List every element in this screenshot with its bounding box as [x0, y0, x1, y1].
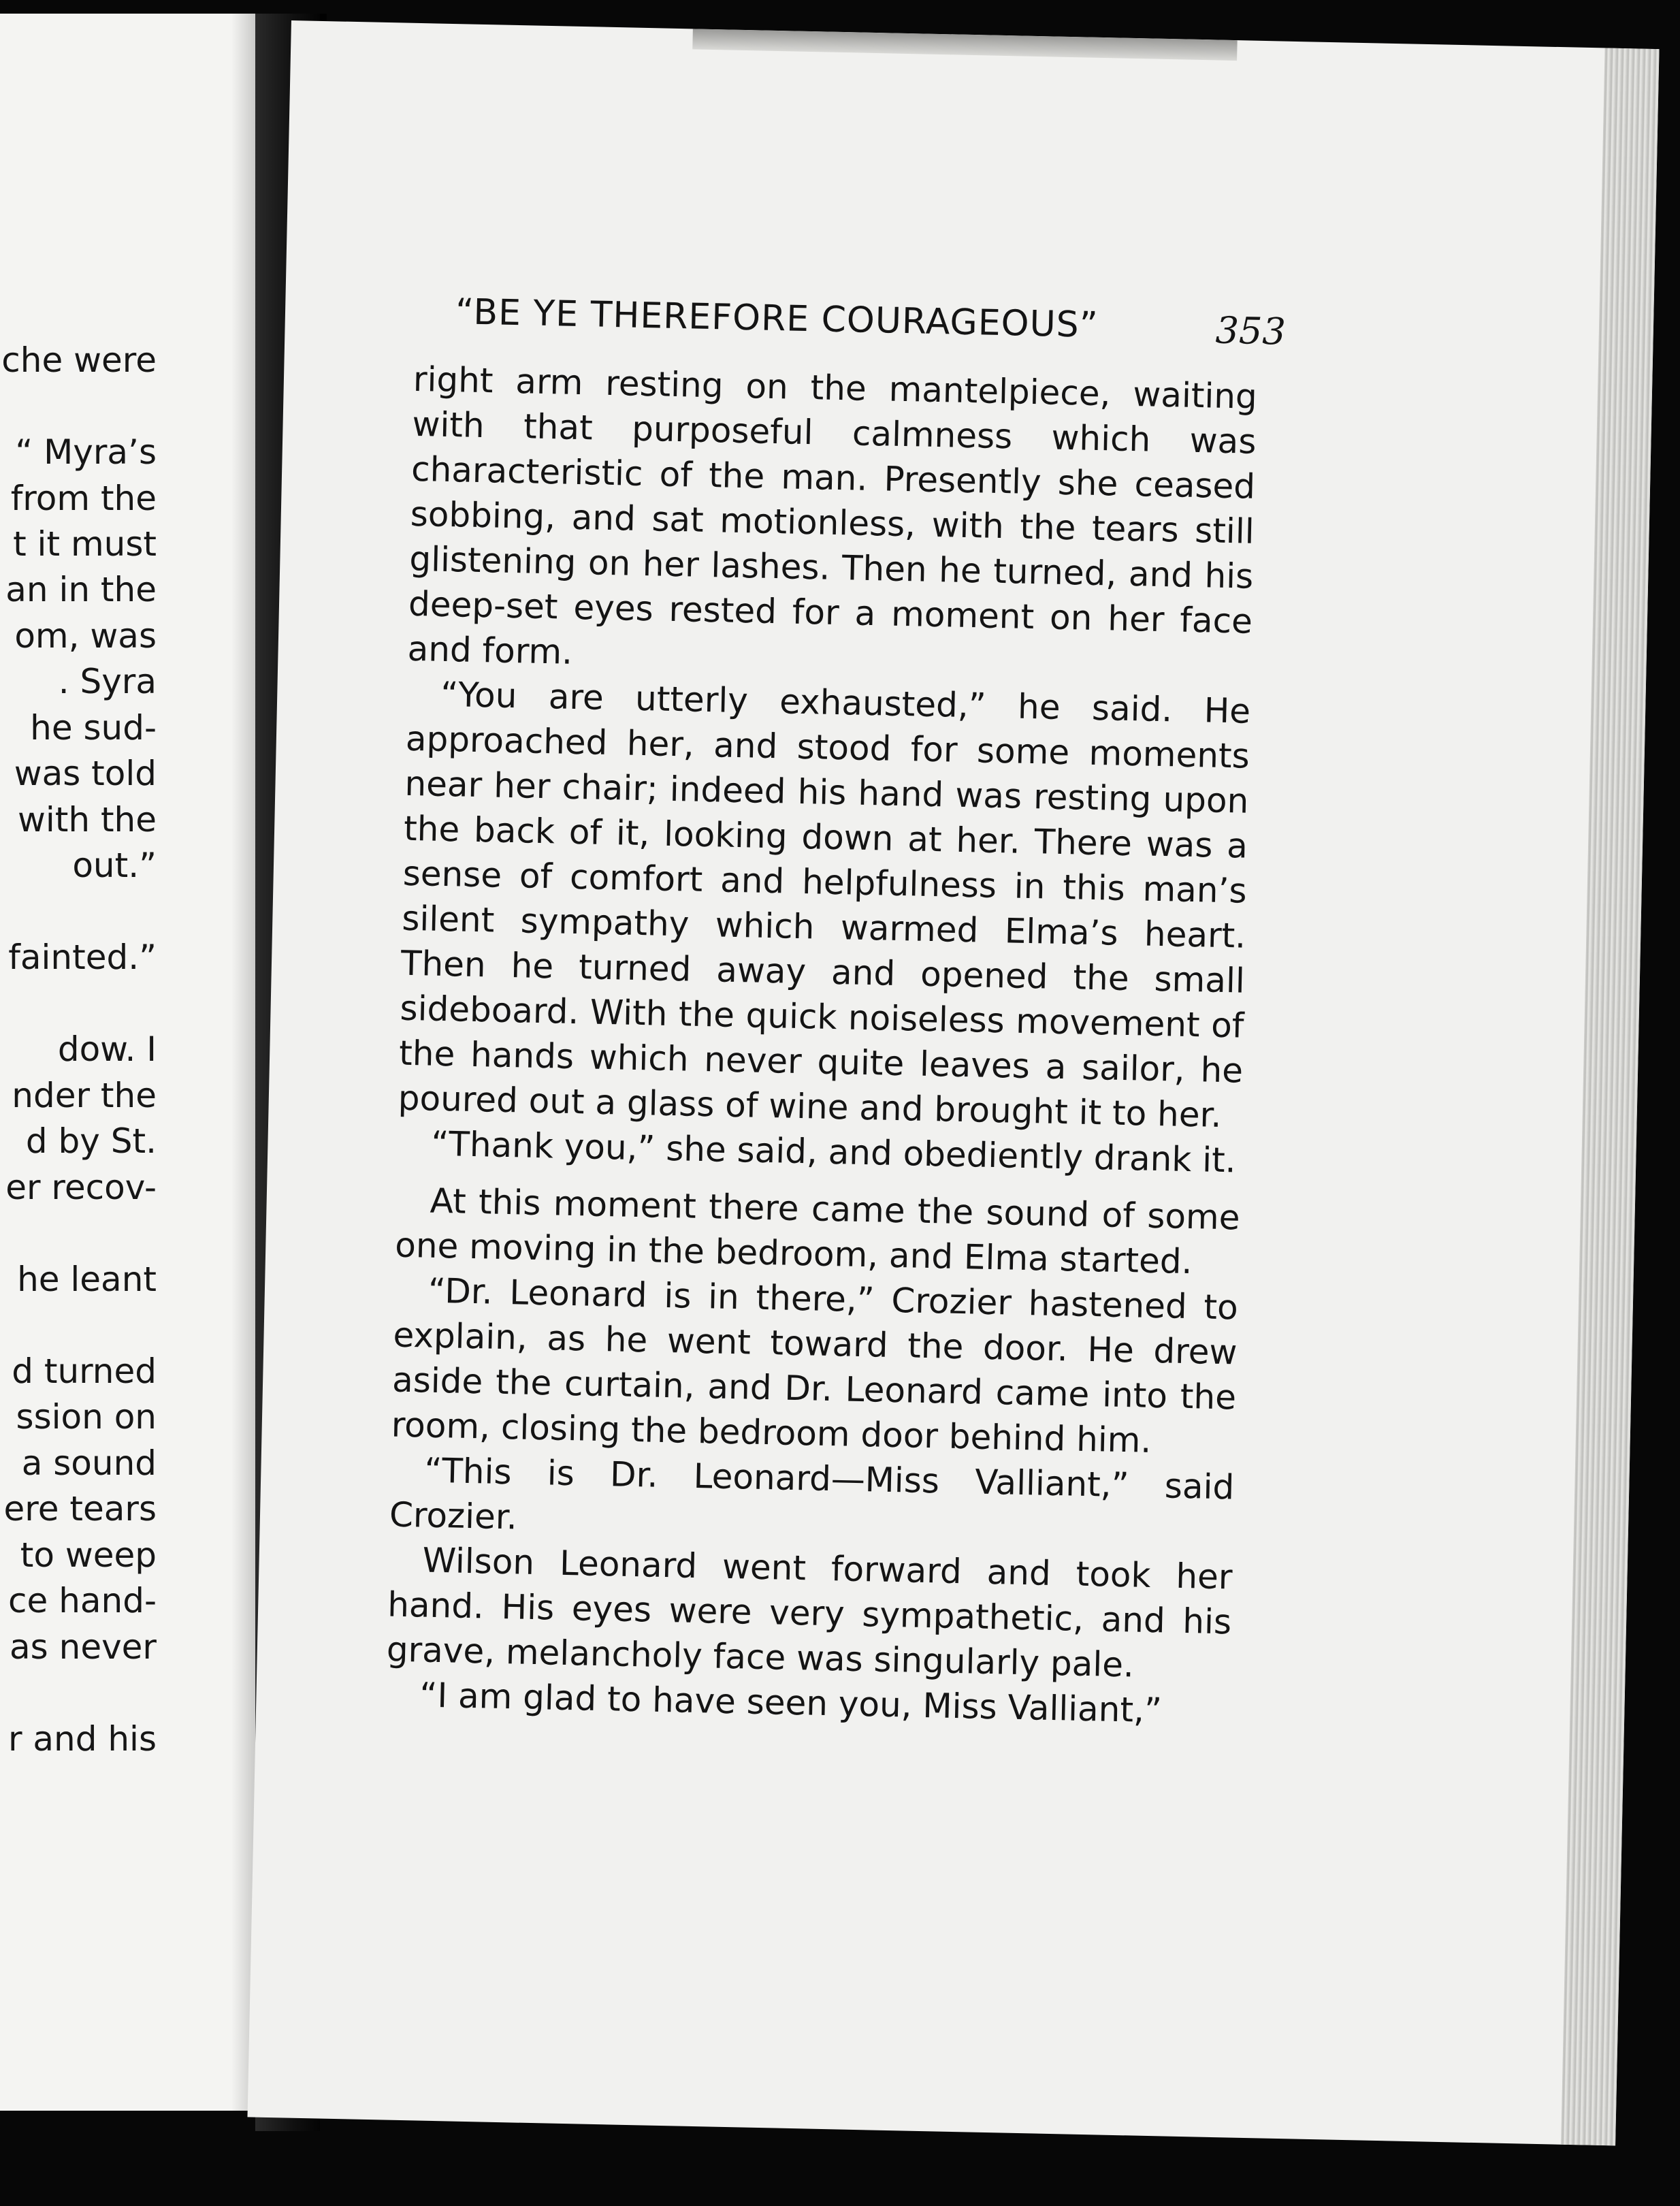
- left-line: er recov-: [5, 1168, 157, 1207]
- left-line: to weep: [20, 1535, 157, 1575]
- left-line: a sound: [21, 1443, 157, 1483]
- left-line: r and his: [7, 1719, 157, 1759]
- paragraph: At this moment there came the sound of some one moving in the bedroom, and Elma started.: [394, 1181, 1241, 1282]
- paragraph: Wilson Leonard went forward and took her hand. His eyes were very sympathetic, and his grave, melancholy face was singularly pale.: [386, 1540, 1233, 1685]
- left-line: ssion on: [16, 1397, 157, 1437]
- left-line: d turned: [12, 1352, 157, 1391]
- left-line: om, was: [14, 616, 157, 656]
- left-line: he sud-: [30, 708, 157, 748]
- right-page: [247, 20, 1659, 2145]
- paragraph: right arm resting on the mantelpiece, waiting with that purposeful calmness which was characteristic of the man. Presently she ceased sobbing, and sat motionless, with the tears still glistening on her lashes. Then he turned, and his deep-set eyes rested for a moment on her face and form.: [407, 359, 1258, 672]
- running-head: [414, 289, 1287, 361]
- paragraph: “This is Dr. Leonard—Miss Valliant,” said Crozier.: [389, 1450, 1235, 1537]
- left-line: out.”: [72, 846, 157, 885]
- paragraph: “Dr. Leonard is in there,” Crozier hastened to explain, as he went toward the door. He drew aside the curtain, and Dr. Leonard came into the room, closing the bedroom door behind him.: [391, 1270, 1239, 1460]
- left-line: an in the: [5, 570, 157, 609]
- paragraph: “I am glad to have seen you, Miss Valliant,”: [419, 1675, 1163, 1731]
- left-line: fainted.”: [8, 938, 157, 977]
- left-line: ce hand-: [8, 1581, 157, 1620]
- paragraph: “Thank you,” she said, and obediently drank it.: [430, 1123, 1237, 1181]
- left-line: from the: [10, 479, 157, 518]
- left-line: with the: [17, 800, 157, 840]
- left-line: ere tears: [3, 1489, 157, 1529]
- page-number: 353: [1215, 308, 1287, 353]
- left-line: he leant: [17, 1260, 157, 1299]
- running-head-title: “BE YE THEREFORE COURAGEOUS”: [455, 291, 1099, 346]
- left-line: . Syra: [58, 662, 157, 701]
- page-content: [385, 289, 1287, 1735]
- left-line: che were: [1, 340, 157, 380]
- left-line: dow. I: [57, 1029, 157, 1069]
- left-line: was told: [14, 754, 157, 793]
- page-top-strip: [692, 29, 1237, 61]
- page-edges: [1561, 48, 1659, 2145]
- left-line: t it must: [13, 524, 157, 564]
- left-line: d by St.: [25, 1121, 157, 1161]
- left-line: “ Myra’s: [15, 432, 157, 472]
- left-line: nder the: [12, 1076, 157, 1115]
- left-line: as never: [10, 1627, 157, 1667]
- paragraph: “You are utterly exhausted,” he said. He approached her, and stood for some moments near her chair; indeed his hand was resting upon the back of it, looking down at her. There was a sense of comfort and helpfulness in this man’s silent sympathy which warmed Elma’s heart. Then he turned away and opened the small sideboard. With the quick noiseless movement of the hands which never quite leaves a sailor, he poured out a glass of wine and brought it to her.: [398, 674, 1251, 1135]
